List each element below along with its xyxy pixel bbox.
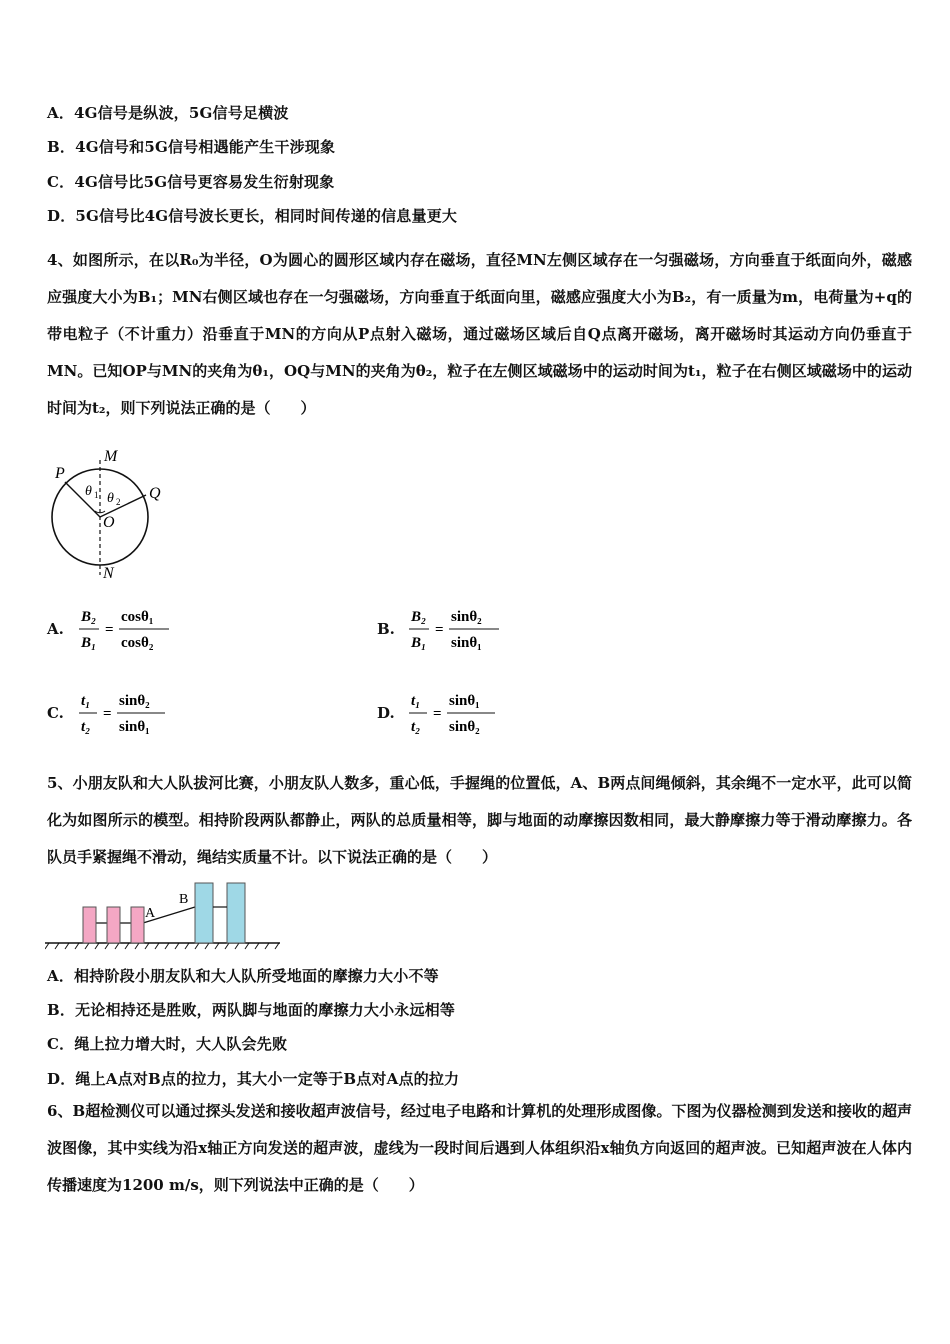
q4-stem-text: 4、如图所示，在以R₀为半径，O为圆心的圆形区域内存在磁场，直径MN左侧区域存在一匀强磁场，方向垂直于纸面向外，磁感应强度大小为B₁；MN右侧区域也存在一匀强磁场，方向垂直于纸面向里，磁感应强度大小为B₂，有一质量为m，电荷量为+q的带电粒子（不计重力）沿垂直于MN的方向从P点射入磁场，通过磁场区域后自Q点离开磁场，离开磁场时其运动方向仍垂直于MN。已知OP与MN的夹角为θ₁，OQ与MN的夹角为θ₂，粒子在左侧区域磁场中的运动时间为t₁，粒子在右侧区域磁场中的运动时间为t₂，则下列说法正确的是（ ） — [47, 251, 912, 417]
equals-sign: = — [435, 622, 444, 638]
kid-block-3 — [131, 907, 144, 943]
q4-option-c-label: C. — [47, 704, 64, 722]
label-point-b: B — [179, 892, 189, 907]
label-m: M — [104, 448, 118, 465]
formula-denominator: B₁ — [411, 635, 427, 651]
formula-numerator: B₂ — [411, 609, 427, 625]
q4-option-b-formula — [407, 602, 537, 662]
label-o: O — [103, 514, 115, 531]
formula-right-denominator: cosθ₂ — [121, 635, 154, 651]
q5-tug-of-war-figure — [45, 875, 285, 955]
formula-right-denominator: sinθ₂ — [449, 719, 480, 735]
formula-right-numerator: sinθ₁ — [449, 693, 480, 709]
label-n: N — [103, 565, 114, 582]
equals-sign: = — [105, 622, 114, 638]
label-q: Q — [149, 485, 161, 502]
equals-sign: = — [103, 706, 112, 722]
q4-stem — [47, 242, 912, 427]
label-theta2-sub: 2 — [116, 497, 121, 507]
formula-numerator: t₁ — [81, 693, 91, 709]
q4-option-a-label: A. — [47, 620, 64, 638]
q6-stem — [47, 1093, 912, 1204]
formula-right-numerator: cosθ₁ — [121, 609, 154, 625]
q4-option-a-formula — [77, 602, 207, 662]
formula-numerator: B₂ — [81, 609, 97, 625]
label-p: P — [55, 465, 65, 482]
formula-denominator: B₁ — [81, 635, 97, 651]
adult-block-2 — [227, 883, 245, 943]
label-theta1: θ — [85, 484, 92, 499]
q5-option-c: C．绳上拉力增大时，大人队会先败 — [47, 1035, 288, 1053]
label-point-a: A — [145, 906, 156, 921]
equals-sign: = — [433, 706, 442, 722]
q5-stem-text: 5、小朋友队和大人队拔河比赛，小朋友队人数多，重心低，手握绳的位置低，A、B两点间绳倾斜，其余绳不一定水平，此可以简化为如图所示的模型。相持阶段两队都静止，两队的总质量相等，脚与地面的动摩擦因数相同，最大静摩擦力等于滑动摩擦力。各队员手紧握绳不滑动，绳结实质量不计。以下说法正确的是（ ） — [47, 774, 912, 866]
q3-option-c: C．4G信号比5G信号更容易发生衍射现象 — [47, 173, 335, 191]
q4-circle-figure — [45, 445, 175, 585]
q5-stem — [47, 765, 912, 876]
formula-right-numerator: sinθ₂ — [119, 693, 150, 709]
ground-hatching — [45, 943, 279, 949]
q4-option-c-formula — [77, 686, 207, 746]
formula-denominator: t₂ — [81, 719, 91, 735]
formula-denominator: t₂ — [411, 719, 421, 735]
q4-option-d-formula — [407, 686, 537, 746]
q4-option-b-label: B. — [377, 620, 395, 638]
q4-option-c — [47, 686, 207, 746]
q3-option-b: B．4G信号和5G信号相遇能产生干涉现象 — [47, 138, 336, 156]
formula-right-denominator: sinθ₁ — [119, 719, 150, 735]
q3-option-d: D．5G信号比4G信号波长更长，相同时间传递的信息量更大 — [47, 207, 458, 225]
q4-option-d-label: D. — [377, 704, 395, 722]
formula-right-numerator: sinθ₂ — [451, 609, 482, 625]
formula-right-denominator: sinθ₁ — [451, 635, 482, 651]
label-theta2: θ — [107, 491, 114, 506]
q4-option-a — [47, 602, 207, 662]
q5-option-b: B．无论相持还是胜败，两队脚与地面的摩擦力大小永远相等 — [47, 1001, 456, 1019]
q4-option-d — [377, 686, 537, 746]
q3-option-a: A．4G信号是纵波，5G信号足横波 — [47, 104, 289, 122]
kid-block-1 — [83, 907, 96, 943]
q5-option-d: D．绳上A点对B点的拉力，其大小一定等于B点对A点的拉力 — [47, 1070, 460, 1088]
kid-block-2 — [107, 907, 120, 943]
formula-numerator: t₁ — [411, 693, 421, 709]
adult-block-1 — [195, 883, 213, 943]
label-theta1-sub: 1 — [94, 490, 99, 500]
q5-option-a: A．相持阶段小朋友队和大人队所受地面的摩擦力大小不等 — [47, 967, 439, 985]
q4-option-b — [377, 602, 537, 662]
q6-stem-text: 6、B超检测仪可以通过探头发送和接收超声波信号，经过电子电路和计算机的处理形成图像。下图为仪器检测到发送和接收的超声波图像，其中实线为沿x轴正方向发送的超声波，虚线为一段时间后遇到人体组织沿x轴负方向返回的超声波。已知超声波在人体内传播速度为1200 m/s，则下列说法中正确的是（ ） — [47, 1102, 912, 1194]
